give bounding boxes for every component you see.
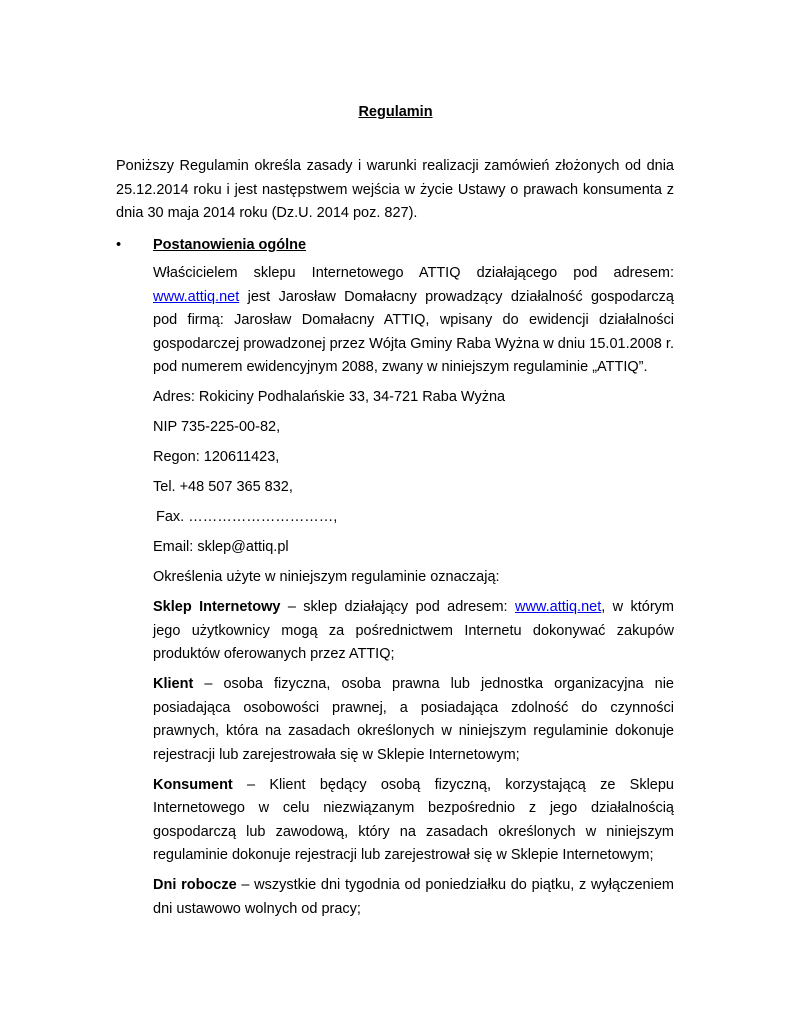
document-title: Regulamin <box>358 104 433 120</box>
intro-paragraph: Poniższy Regulamin określa zasady i warunki realizacji zamówień złożonych od dnia 25.12.2014 roku i jest następstwem wejścia w życie Ustawy o prawach konsumenta z dnia 30 maja 2014 roku (Dz.U. 2014 poz. 827). <box>116 158 674 221</box>
nip-line: NIP 735-225-00-82, <box>153 419 281 435</box>
definition-term: Klient <box>153 676 194 692</box>
definition-dni-robocze <box>153 874 674 921</box>
definition-text: – wszystkie dni tygodnia od poniedziałku do piątku, z wyłączeniem dni ustawowo wolnych od pracy; <box>153 877 674 917</box>
fax-line: Fax. …………………………, <box>156 509 338 525</box>
definition-term: Dni robocze <box>153 877 237 893</box>
owner-text-start: Właścicielem sklepu Internetowego ATTIQ działającego pod adresem: <box>153 265 674 281</box>
shop-url-link[interactable]: www.attiq.net <box>153 288 240 305</box>
email-line: Email: sklep@attiq.pl <box>153 539 289 555</box>
regon-line: Regon: 120611423, <box>153 449 280 465</box>
definition-text: – Klient będący osobą fizyczną, korzystającą ze Sklepu Internetowego w celu niezwiązanym bezpośrednio z jego działalnością gospodarczą lub zawodową, który na zasadach określonych w niniejszym regulaminie dokonuje rejestracji lub zarejestrował się w Sklepie Internetowym; <box>153 776 674 863</box>
definition-term: Konsument <box>153 776 233 793</box>
definition-konsument <box>153 774 674 868</box>
address-line: Adres: Rokiciny Podhalańskie 33, 34-721 Raba Wyżna <box>153 389 506 405</box>
definitions-intro: Określenia użyte w niniejszym regulaminie oznaczają: <box>153 569 500 585</box>
section-content <box>153 262 674 928</box>
definition-sklep <box>153 596 674 667</box>
definition-text-start: – sklep działający pod adresem: <box>280 599 515 615</box>
definition-klient <box>153 673 674 767</box>
tel-line: Tel. +48 507 365 832, <box>153 479 293 495</box>
owner-paragraph <box>153 262 674 380</box>
shop-url-link-2[interactable]: www.attiq.net <box>514 599 602 615</box>
section-title: Postanowienia ogólne <box>153 237 307 253</box>
bullet-marker: • <box>116 237 122 253</box>
definition-term: Sklep Internetowy <box>153 599 281 615</box>
owner-text-end: jest Jarosław Domałacny prowadzący działalność gospodarczą pod firmą: Jarosław Domałacny ATTIQ, wpisany do ewidencji działalności gospodarczej prowadzonej przez Wójta Gminy Raba Wyżna w dniu 15.01.2008 r. pod numerem ewidencyjnym 2088, zwany w niniejszym regulaminie „ATTIQ”. <box>153 288 674 375</box>
definition-text-end: , w którym jego użytkownicy mogą za pośrednictwem Internetu dokonywać zakupów produktów oferowanych przez ATTIQ; <box>153 599 674 662</box>
section-heading <box>116 234 674 258</box>
definition-text: – osoba fizyczna, osoba prawna lub jednostka organizacyjna nie posiadająca osobowości prawnej, a posiadająca zdolność do czynności prawnych, która na zasadach określonych w niniejszym regulaminie dokonuje rejestracji lub zarejestrowała się w Sklepie Internetowym; <box>153 676 674 763</box>
